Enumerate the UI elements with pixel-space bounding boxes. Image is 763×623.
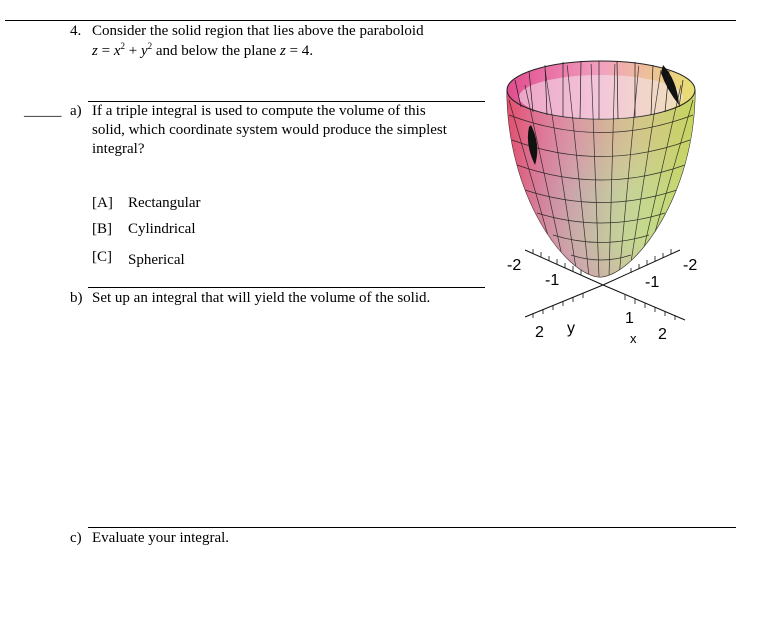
top-rule	[5, 20, 736, 21]
option-b-key: [B]	[92, 221, 112, 237]
part-b-rule	[88, 287, 485, 288]
eq-plus: +	[124, 43, 141, 59]
problem-number: 4.	[70, 23, 82, 39]
paraboloid-figure	[495, 45, 725, 350]
problem-line-2-mid: and below the plane	[152, 43, 280, 59]
eq-exp1: 2	[120, 41, 125, 51]
option-a-text: Rectangular	[128, 195, 201, 211]
eq-equals: =	[97, 43, 114, 59]
option-b-text: Cylindrical	[128, 221, 196, 237]
eq-exp2: 2	[147, 41, 153, 51]
part-a-line-1: If a triple integral is used to compute the volume of this	[92, 103, 426, 119]
y-tick-neg2: -2	[507, 257, 522, 274]
part-a-rule	[88, 101, 485, 102]
eq-x: x	[113, 43, 121, 59]
problem-line-2	[92, 43, 313, 60]
part-c-rule	[88, 527, 736, 528]
part-a-label: a)	[70, 103, 82, 119]
y-tick-2: 2	[535, 324, 544, 341]
part-a-line-3: integral?	[92, 141, 145, 157]
option-c-key: [C]	[92, 249, 112, 265]
x-tick-neg2: -2	[683, 257, 698, 274]
y-axis-label: y	[567, 320, 575, 337]
part-c-text: Evaluate your integral.	[92, 530, 230, 546]
answer-blank: _____	[24, 103, 62, 119]
y-tick-neg1: -1	[545, 272, 560, 289]
part-b-text: Set up an integral that will yield the volume of the solid.	[92, 290, 431, 306]
plane-value: = 4	[285, 43, 310, 59]
x-tick-2: 2	[658, 326, 667, 343]
x-tick-neg1: -1	[645, 274, 660, 291]
eq-y: y	[140, 43, 148, 59]
x-tick-1: 1	[625, 310, 634, 327]
x-axis-label: x	[630, 331, 637, 346]
part-b-label: b)	[70, 290, 83, 306]
part-c-label: c)	[70, 530, 82, 546]
plane-z: z	[280, 43, 286, 59]
period: .	[309, 43, 314, 59]
option-a-key: [A]	[92, 195, 113, 211]
eq-z: z	[92, 43, 98, 59]
option-c-text: Spherical	[128, 252, 185, 268]
part-a-line-2: solid, which coordinate system would produce the simplest	[92, 122, 447, 138]
problem-line-1: Consider the solid region that lies above the paraboloid	[92, 23, 424, 39]
